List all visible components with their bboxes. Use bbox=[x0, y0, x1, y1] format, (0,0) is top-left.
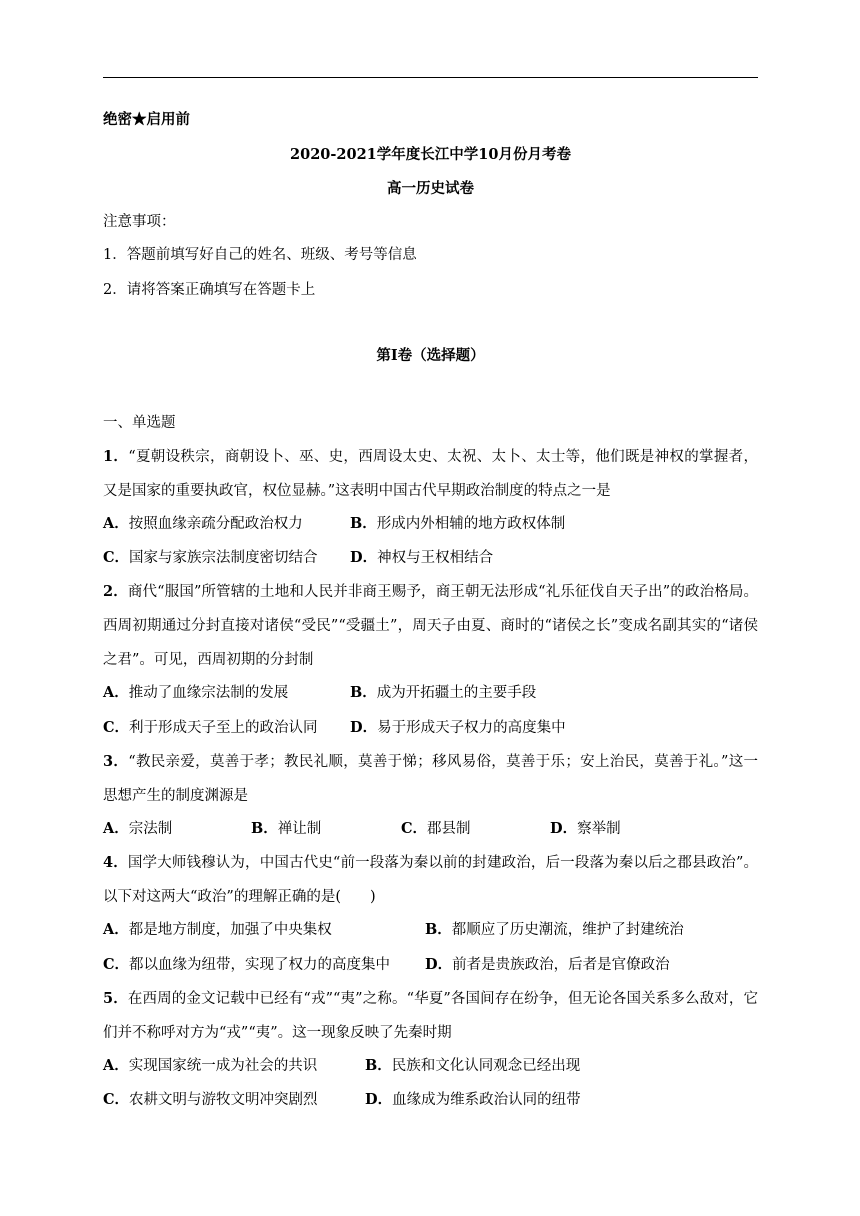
option-c[interactable]: C．都以血缘为纽带，实现了权力的高度集中 bbox=[103, 956, 391, 973]
question-3-options-row bbox=[103, 819, 758, 839]
option-d[interactable]: D．察举制 bbox=[550, 820, 621, 837]
question-5-options-row bbox=[103, 1090, 758, 1110]
question-text: 在西周的金文记载中已经有“戎”“夷”之称。“华夏”各国间存在纷争，但无论各国关系多么敌对，它们并不称呼对方为“戎”“夷”。这一现象反映了先秦时期 bbox=[103, 991, 758, 1041]
question-text: “夏朝设秩宗，商朝设卜、巫、史，西周设太史、太祝、太卜、太士等，他们既是神权的掌握者，又是国家的重要执政官，权位显赫。”这表明中国古代早期政治制度的特点之一是 bbox=[103, 449, 758, 499]
question-2-stem bbox=[103, 575, 758, 677]
option-b[interactable]: B．民族和文化认同观念已经出现 bbox=[365, 1057, 581, 1074]
option-a[interactable]: A．推动了血缘宗法制的发展 bbox=[103, 684, 289, 701]
question-number: 1． bbox=[103, 448, 129, 465]
option-b[interactable]: B．都顺应了历史潮流，维护了封建统治 bbox=[425, 921, 684, 938]
section-title: 一、单选题 bbox=[103, 415, 176, 431]
question-number: 5． bbox=[103, 990, 128, 1007]
question-1-options-row bbox=[103, 514, 758, 534]
question-4-options-row bbox=[103, 920, 758, 940]
option-c[interactable]: C．利于形成天子至上的政治认同 bbox=[103, 719, 318, 736]
question-1-options-row bbox=[103, 548, 758, 568]
option-d[interactable]: D．前者是贵族政治，后者是官僚政治 bbox=[425, 956, 670, 973]
option-a[interactable]: A．实现国家统一成为社会的共识 bbox=[103, 1057, 318, 1074]
option-d[interactable]: D．神权与王权相结合 bbox=[350, 549, 494, 566]
question-5-stem bbox=[103, 982, 758, 1050]
option-b[interactable]: B．成为开拓疆土的主要手段 bbox=[350, 684, 537, 701]
notice-heading: 注意事项： bbox=[103, 214, 176, 230]
question-3-stem bbox=[103, 745, 758, 813]
question-text: 国学大师钱穆认为，中国古代史“前一段落为秦以前的封建政治，后一段落为秦以后之郡县政治”。以下对这两大“政治”的理解正确的是( ) bbox=[103, 855, 758, 905]
question-4-options-row bbox=[103, 955, 758, 975]
question-4-stem bbox=[103, 846, 758, 914]
option-c[interactable]: C．国家与家族宗法制度密切结合 bbox=[103, 549, 318, 566]
option-d[interactable]: D．易于形成天子权力的高度集中 bbox=[350, 719, 566, 736]
subject-title: 高一历史试卷 bbox=[387, 180, 474, 197]
header-rule bbox=[103, 77, 758, 78]
option-c[interactable]: C．农耕文明与游牧文明冲突剧烈 bbox=[103, 1091, 318, 1108]
question-number: 4． bbox=[103, 854, 128, 871]
question-2-options-row bbox=[103, 718, 758, 738]
question-number: 2． bbox=[103, 583, 128, 600]
question-2-options-row bbox=[103, 683, 758, 703]
part-title: 第I卷（选择题） bbox=[376, 347, 485, 364]
notice-item: 2．请将答案正确填写在答题卡上 bbox=[103, 282, 316, 298]
question-1-stem bbox=[103, 440, 758, 508]
option-a[interactable]: A．宗法制 bbox=[103, 820, 173, 837]
option-b[interactable]: B．禅让制 bbox=[251, 820, 322, 837]
question-5-options-row bbox=[103, 1056, 758, 1076]
question-number: 3． bbox=[103, 753, 129, 770]
exam-title: 2020-2021学年度长江中学10月份月考卷 bbox=[290, 146, 571, 163]
option-c[interactable]: C．郡县制 bbox=[401, 820, 471, 837]
question-text: 商代“服国”所管辖的土地和人民并非商王赐予，商王朝无法形成“礼乐征伐自天子出”的政治格局。西周初期通过分封直接对诸侯“受民”“受疆土”，周天子由夏、商时的“诸侯之长”变成名副其实的“诸侯之君”。可见，西周初期的分封制 bbox=[103, 584, 759, 668]
option-a[interactable]: A．按照血缘亲疏分配政治权力 bbox=[103, 515, 303, 532]
notice-item: 1．答题前填写好自己的姓名、班级、考号等信息 bbox=[103, 247, 417, 263]
option-d[interactable]: D．血缘成为维系政治认同的纽带 bbox=[365, 1091, 581, 1108]
option-b[interactable]: B．形成内外相辅的地方政权体制 bbox=[350, 515, 566, 532]
question-text: “教民亲爱，莫善于孝；教民礼顺，莫善于悌；移风易俗，莫善于乐；安上治民，莫善于礼。”这一思想产生的制度渊源是 bbox=[103, 754, 759, 804]
secret-mark: 绝密★启用前 bbox=[103, 111, 190, 128]
option-a[interactable]: A．都是地方制度，加强了中央集权 bbox=[103, 921, 332, 938]
